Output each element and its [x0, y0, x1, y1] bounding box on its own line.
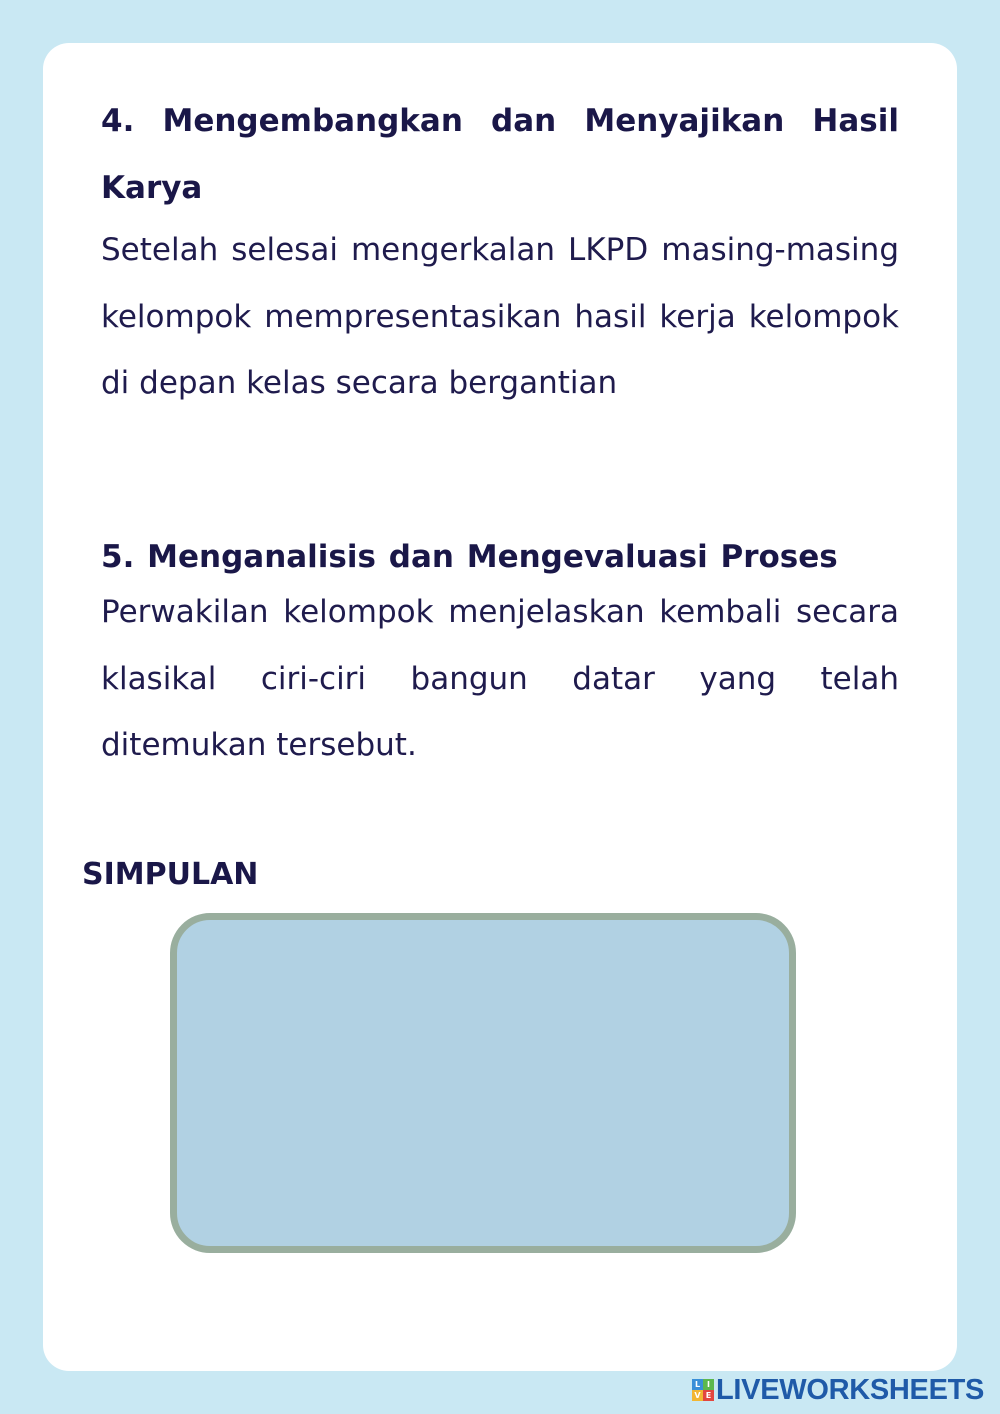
section-4-body: Setelah selesai mengerkalan LKPD masing-masing kelompok mempresentasikan hasil kerja kelompok di depan kelas secara bergantian: [101, 232, 899, 402]
watermark-text: LIVEWORKSHEETS: [716, 1374, 985, 1406]
liveworksheets-watermark: [692, 1374, 984, 1406]
summary-heading: SIMPULAN: [82, 857, 259, 892]
liveworksheets-logo-icon: L I V E: [692, 1379, 714, 1401]
summary-answer-box[interactable]: [170, 913, 796, 1253]
section-4-heading: 4. Mengembangkan dan Menyajikan Hasil Karya: [101, 103, 899, 206]
section-5-body: Perwakilan kelompok menjelaskan kembali secara klasikal ciri-ciri bangun datar yang telah ditemukan tersebut.: [101, 594, 899, 764]
section-5-heading: 5. Menganalisis dan Mengevaluasi Proses: [101, 539, 838, 575]
